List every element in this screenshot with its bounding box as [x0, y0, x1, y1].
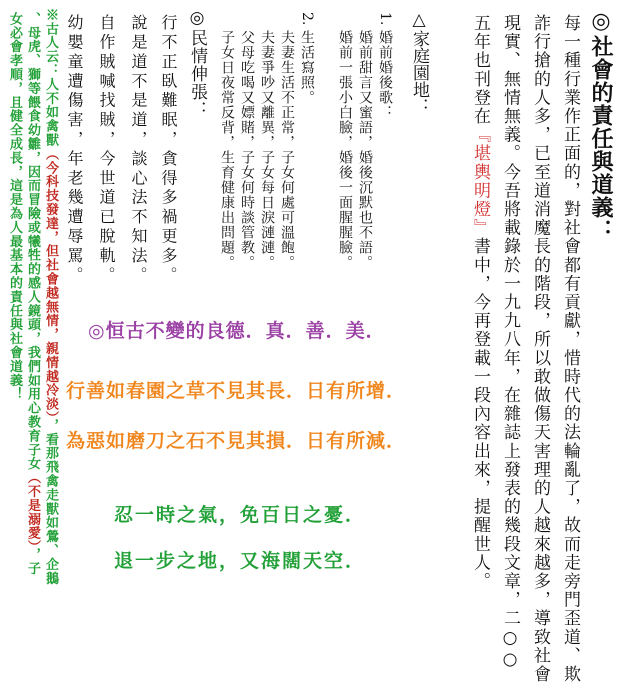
- main-col-1: 每一種行業作正面的，對社會都有貢獻，惜時代的法輪亂了，故而走旁門歪道、欺: [560, 14, 580, 684]
- ancient-col-2-note: （不是溺愛）: [25, 470, 40, 548]
- family-item-1-title: 婚前婚後歌：: [377, 30, 393, 120]
- family-item-2-line-3: 父母吃喝又嫖賭，子女何時談管教。: [239, 30, 255, 270]
- main-heading: ◎社會的責任與道義：: [588, 8, 614, 242]
- family-item-1-line-1: 婚前甜言又蜜語，婚後沉默也不語。: [357, 30, 373, 270]
- family-item-1-line-2: 婚前一張小白臉，婚後一面腥腥臉。: [337, 30, 353, 270]
- people-col-1: 行不正臥難眠，貪得多禍更多。: [159, 14, 178, 286]
- people-col-3: 自作賊喊找賊，今世道已脫軌。: [97, 14, 116, 286]
- ancient-col-1: [44, 8, 57, 585]
- virtue-line-3: 忍一時之氣，免百日之憂．: [114, 504, 367, 526]
- family-item-2-line-1: 夫妻生活不正常，子女何處可溫飽。: [279, 30, 295, 270]
- family-item-1-num: 1.: [377, 12, 393, 26]
- family-heading: △家庭園地：: [409, 10, 429, 115]
- virtue-line-2: 為惡如磨刀之石不見其損．日有所減．: [66, 430, 407, 452]
- main-col-3: 現實、無情無義。今吾將載錄於一九九八年，在雜誌上發表的幾段文章，二○○: [500, 14, 520, 671]
- virtue-title: ◎恒古不變的良德．真．善．美．: [88, 320, 386, 342]
- family-item-2-line-2: 夫妻爭吵又離異，子女每日淚漣漣。: [259, 30, 275, 270]
- ancient-col-2: [26, 12, 39, 575]
- ancient-col-1-note: （今科技發達，但社會越無情，親情越冷淡）: [43, 147, 58, 419]
- book-title: 『堪輿明燈』: [470, 125, 490, 238]
- people-col-4: 幼嬰童遭傷害，年老幾遭辱罵。: [65, 14, 84, 286]
- people-col-2: 說是道不是道，談心法不知法。: [129, 14, 148, 286]
- family-item-2-num: 2.: [299, 12, 315, 26]
- virtue-line-1: 行善如春園之草不見其長．日有所增．: [66, 380, 407, 402]
- main-col-4: [471, 14, 488, 591]
- people-heading: ◎民情伸張：: [187, 8, 207, 119]
- virtue-line-4: 退一步之地，又海闊天空．: [114, 550, 367, 572]
- ancient-col-3: 女必會孝順，且健全成長，這是為人最基本的責任與社會道義！: [7, 12, 22, 402]
- ancient-col-1-a: ※古人云：人不如禽獸: [43, 8, 58, 147]
- ancient-col-2-c: ，子: [25, 547, 40, 576]
- ancient-col-1-c: ，看那飛禽走獸如鶯、企鵝: [43, 418, 58, 586]
- ancient-col-2-a: 、母虎、獅等餵食幼雛，因而冒險或犧牲的感人鏡頭，我們如用心教育子女: [25, 12, 40, 471]
- main-col-4-c: 書中，今再登載一段內容出來，提醒世人。: [470, 237, 490, 591]
- main-col-2: 詐行搶的人多，已至道消魔長的階段，所以敢做傷天害理的人越來越多，導致社會: [530, 14, 550, 684]
- main-col-4-a: 五年也刊登在: [470, 14, 490, 126]
- family-item-2-title: 生活寫照。: [299, 30, 315, 105]
- family-item-2-line-4: 子女日夜常反背，生育健康出問題。: [219, 30, 235, 270]
